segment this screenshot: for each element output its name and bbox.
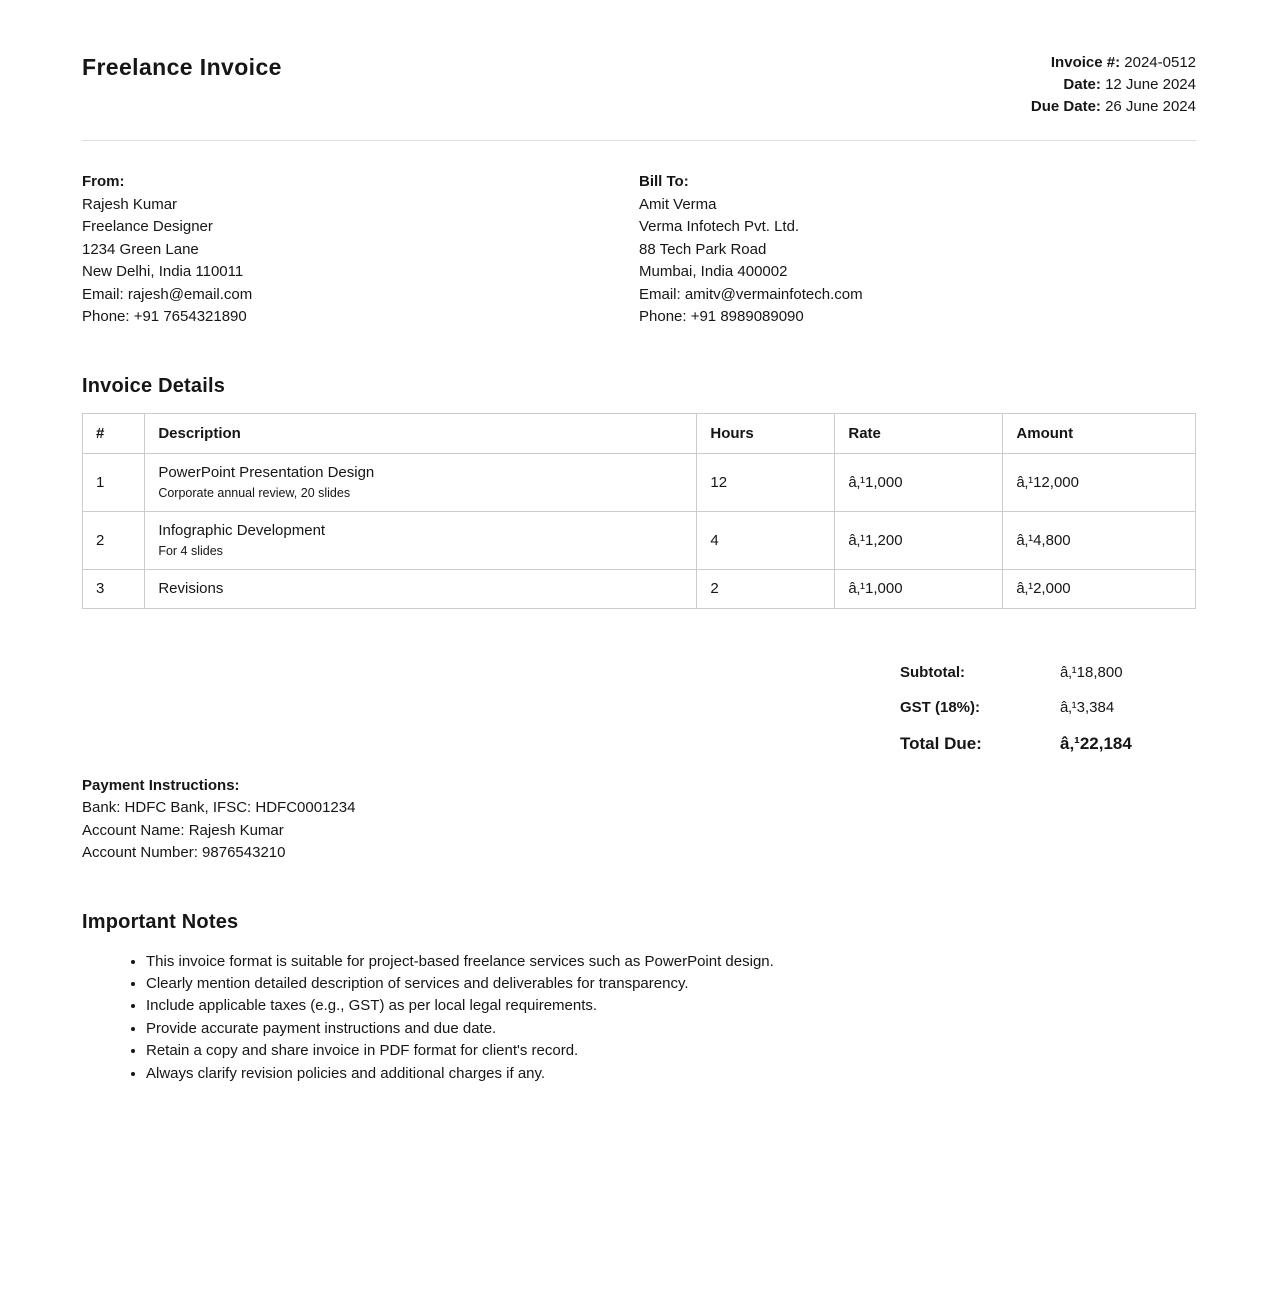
- from-label: From:: [82, 173, 125, 190]
- from-email: Email: rajesh@email.com: [82, 285, 253, 303]
- parties-section: [82, 171, 1196, 329]
- payment-account-name-line: Account Name: Rajesh Kumar: [82, 821, 284, 839]
- invoice-meta: [1031, 52, 1196, 118]
- from-phone: Phone: +91 7654321890: [82, 308, 247, 325]
- note-item: • This invoice format is suitable for project-based freelance services such as PowerPoint design.: [146, 951, 1196, 973]
- item-num: 2: [83, 511, 145, 569]
- item-amount: â‚¹4,800: [1003, 511, 1196, 569]
- invoice-items-table: [82, 413, 1196, 609]
- total-due-row: [900, 725, 1196, 763]
- item-num: 1: [83, 453, 145, 511]
- note-item: • Retain a copy and share invoice in PDF format for client's record.: [146, 1040, 1196, 1062]
- from-block: [82, 171, 639, 329]
- invoice-header: [82, 52, 1196, 118]
- from-address-line: 1234 Green Lane: [82, 240, 199, 258]
- table-row: [83, 511, 1196, 569]
- item-hours: 2: [697, 569, 835, 608]
- column-header-rate: Rate: [835, 413, 1003, 453]
- from-city-line: New Delhi, India 110011: [82, 263, 244, 280]
- table-row: [83, 569, 1196, 608]
- bill-to-phone: Phone: +91 8989089090: [639, 308, 804, 325]
- payment-account-number-line: Account Number: 9876543210: [82, 844, 286, 861]
- item-description-cell: [145, 569, 697, 608]
- gst-value: â‚¹3,384: [1060, 698, 1115, 716]
- page-title: Freelance Invoice: [82, 54, 282, 80]
- totals-section: [900, 655, 1196, 763]
- note-item: • Clearly mention detailed description of services and deliverables for transparency.: [146, 973, 1196, 995]
- invoice-page: [82, 0, 1196, 1085]
- table-row: [83, 453, 1196, 511]
- column-header-num: #: [83, 413, 145, 453]
- invoice-number-value: 2024-0512: [1124, 54, 1196, 71]
- item-num: 3: [83, 569, 145, 608]
- column-header-hours: Hours: [697, 413, 835, 453]
- table-header-row: [83, 413, 1196, 453]
- item-description-sub: Corporate annual review, 20 slides: [158, 485, 351, 500]
- subtotal-value: â‚¹18,800: [1060, 663, 1123, 681]
- bill-to-company: Verma Infotech Pvt. Ltd.: [639, 218, 800, 235]
- bill-to-address-line: 88 Tech Park Road: [639, 240, 767, 258]
- header-divider: [82, 140, 1196, 141]
- invoice-details-heading: Invoice Details: [82, 374, 226, 397]
- important-notes-heading: Important Notes: [82, 910, 239, 933]
- invoice-number-label: Invoice #:: [1050, 54, 1121, 71]
- from-name: Rajesh Kumar: [82, 195, 178, 213]
- item-description-cell: [145, 511, 697, 569]
- item-rate: â‚¹1,000: [835, 453, 1003, 511]
- bill-to-city-line: Mumbai, India 400002: [639, 263, 788, 280]
- column-header-description: Description: [145, 413, 697, 453]
- item-rate: â‚¹1,200: [835, 511, 1003, 569]
- subtotal-label: Subtotal:: [900, 663, 965, 681]
- bill-to-email: Email: amitv@vermainfotech.com: [639, 285, 863, 303]
- item-hours: 12: [697, 453, 835, 511]
- item-description: Revisions: [158, 579, 224, 597]
- total-due-value: â‚¹22,184: [1060, 733, 1132, 753]
- total-due-label: Total Due:: [900, 733, 982, 753]
- invoice-date-value: 12 June 2024: [1105, 76, 1196, 93]
- note-item: • Always clarify revision policies and additional charges if any.: [146, 1063, 1196, 1085]
- item-amount: â‚¹12,000: [1003, 453, 1196, 511]
- gst-label: GST (18%):: [900, 698, 981, 716]
- invoice-date-label: Date:: [1063, 76, 1101, 93]
- invoice-due-date-value: 26 June 2024: [1105, 98, 1196, 115]
- invoice-number-line: [1031, 52, 1196, 74]
- item-description-cell: [145, 453, 697, 511]
- invoice-due-date-label: Due Date:: [1030, 98, 1101, 115]
- bill-to-block: [639, 171, 1196, 329]
- important-notes-list: [82, 951, 1196, 1085]
- item-amount: â‚¹2,000: [1003, 569, 1196, 608]
- column-header-amount: Amount: [1003, 413, 1196, 453]
- gst-row: [900, 690, 1196, 725]
- note-item: • Provide accurate payment instructions and due date.: [146, 1018, 1196, 1040]
- payment-instructions-label: Payment Instructions:: [82, 776, 240, 794]
- item-rate: â‚¹1,000: [835, 569, 1003, 608]
- invoice-due-date-line: [1031, 96, 1196, 118]
- note-item: • Include applicable taxes (e.g., GST) as per local legal requirements.: [146, 995, 1196, 1017]
- subtotal-row: [900, 655, 1196, 690]
- payment-bank-line: Bank: HDFC Bank, IFSC: HDFC0001234: [82, 799, 356, 816]
- bill-to-label: Bill To:: [639, 173, 689, 190]
- item-hours: 4: [697, 511, 835, 569]
- item-description: Infographic Development: [158, 521, 326, 539]
- from-role: Freelance Designer: [82, 218, 213, 235]
- payment-instructions-section: [82, 775, 1196, 865]
- bill-to-name: Amit Verma: [639, 195, 717, 213]
- item-description-sub: For 4 slides: [158, 543, 223, 558]
- item-description: PowerPoint Presentation Design: [158, 463, 375, 481]
- invoice-date-line: [1031, 74, 1196, 96]
